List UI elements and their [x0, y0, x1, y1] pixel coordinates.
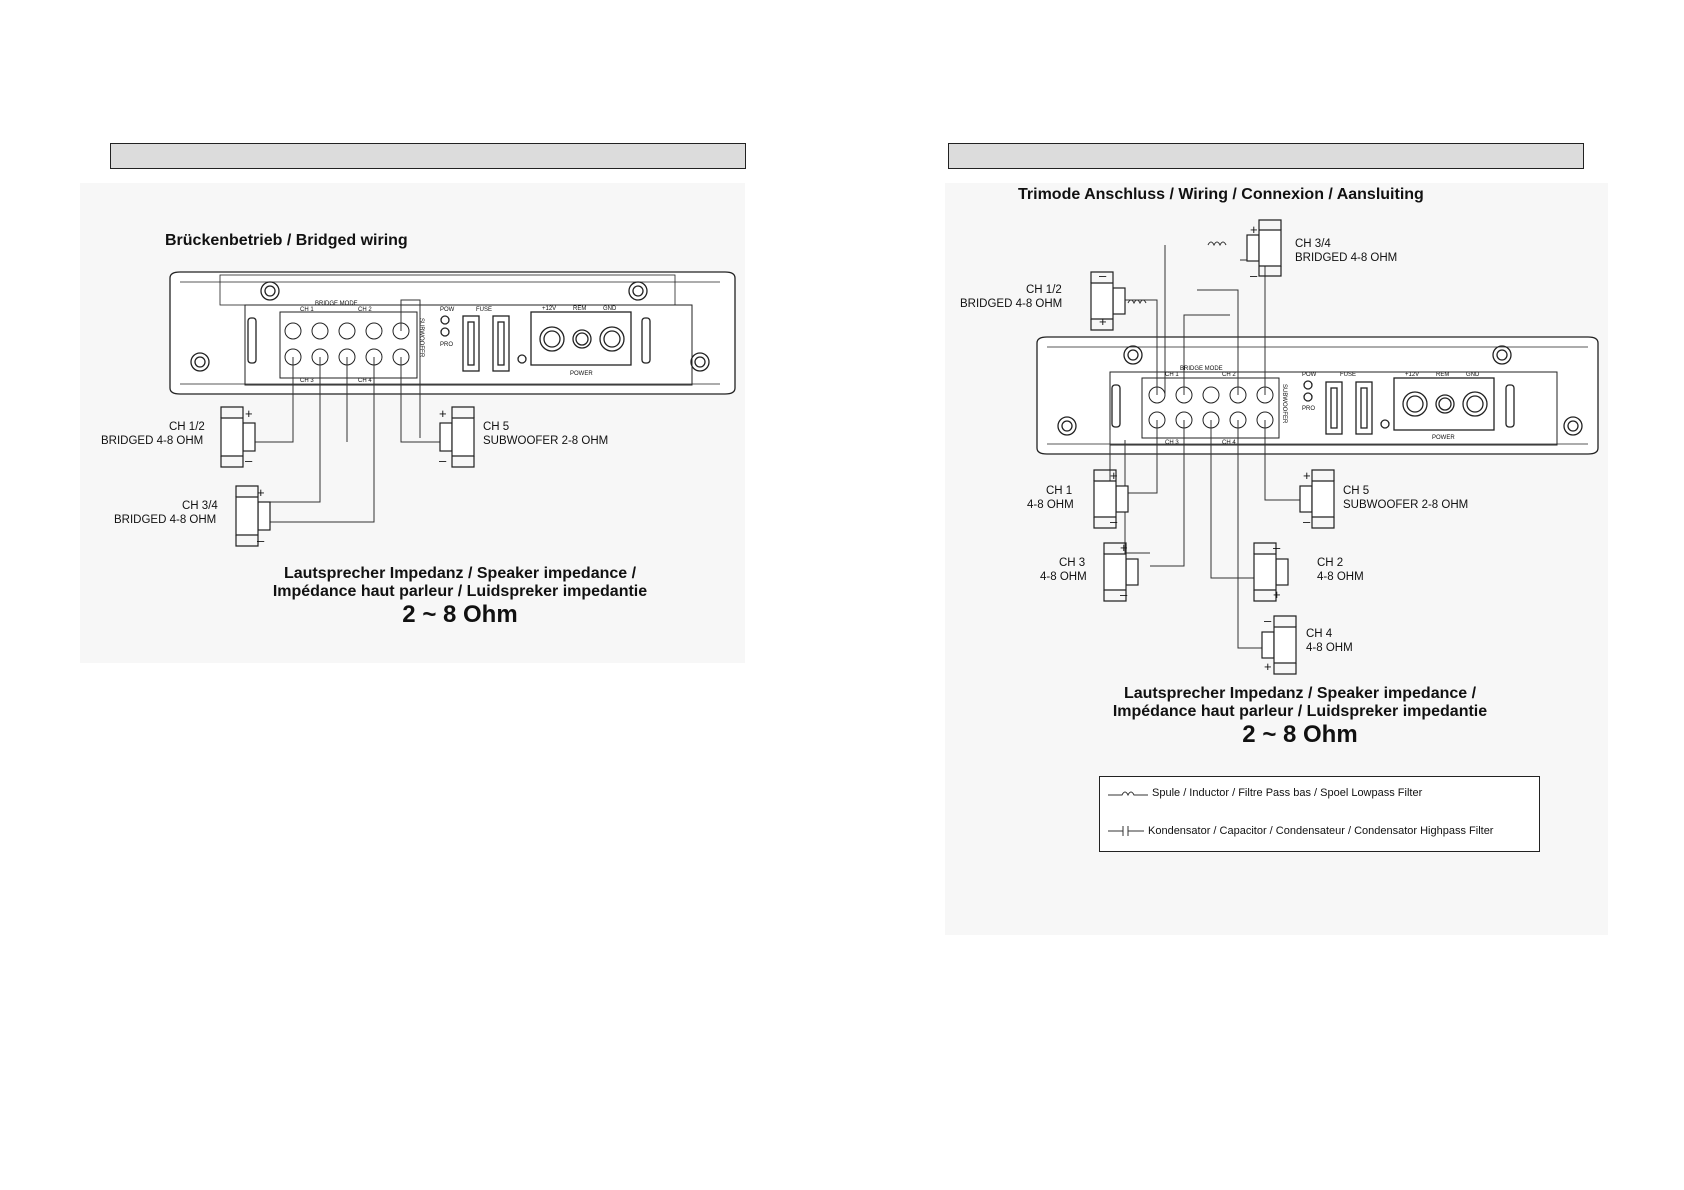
r-ch34-minus: – — [1250, 268, 1258, 283]
r-ch34-name: CH 3/4 — [1295, 238, 1331, 250]
fuse-label: FUSE — [476, 307, 493, 313]
ch4-terminal-label-right: CH 4 — [1222, 440, 1236, 446]
power-label-right: POWER — [1432, 435, 1455, 441]
ch12-minus: – — [245, 453, 253, 468]
r-ch12-minus: – — [1099, 268, 1107, 283]
amplifier-right — [1037, 337, 1598, 454]
r-ch3-desc: 4-8 OHM — [1040, 571, 1087, 583]
r-ch34-desc: BRIDGED 4-8 OHM — [1295, 252, 1398, 264]
ch5-plus: + — [439, 406, 447, 421]
right-impedance-line2: Impédance haut parleur / Luidspreker impedantie — [1112, 703, 1488, 720]
ch34-desc: BRIDGED 4-8 OHM — [114, 514, 217, 526]
ch3-terminal-label-right: CH 3 — [1165, 440, 1179, 446]
r-ch5-plus: + — [1303, 468, 1311, 483]
bridge-mode-label: BRIDGE MODE — [315, 301, 358, 307]
left-impedance-line1: Lautsprecher Impedanz / Speaker impedance / — [283, 565, 637, 582]
r-ch4-name: CH 4 — [1306, 628, 1333, 640]
trimode-wiring-diagram — [842, 0, 1684, 1190]
ch5-minus: – — [439, 453, 447, 468]
r-ch3-plus: + — [1120, 540, 1128, 555]
ch2-terminal-label-right: CH 2 — [1222, 372, 1236, 378]
v12-label: +12V — [542, 306, 557, 312]
legend-capacitor-text: Kondensator / Capacitor / Condensateur / Condensator Highpass Filter — [1148, 825, 1494, 837]
ch5-name: CH 5 — [483, 421, 510, 433]
pro-led-label-right: PRO — [1302, 406, 1316, 412]
r-ch2-name: CH 2 — [1317, 557, 1344, 569]
r-ch12-desc: BRIDGED 4-8 OHM — [960, 298, 1063, 310]
legend-capacitor-row — [1108, 825, 1493, 837]
capacitor-icon — [1108, 825, 1144, 837]
left-impedance-value: 2 ~ 8 Ohm — [402, 601, 518, 628]
pow-led-label: POW — [440, 307, 455, 313]
ch12-desc: BRIDGED 4-8 OHM — [101, 435, 204, 447]
fuse-label-right: FUSE — [1340, 372, 1357, 378]
r-ch1-desc: 4-8 OHM — [1027, 499, 1074, 511]
left-impedance-line2: Impédance haut parleur / Luidspreker impedantie — [272, 583, 648, 600]
left-title: Brückenbetrieb / Bridged wiring — [165, 232, 408, 249]
ch4-terminal-label: CH 4 — [358, 378, 372, 384]
right-impedance-line1: Lautsprecher Impedanz / Speaker impedance / — [1123, 685, 1477, 702]
ch3-terminal-label: CH 3 — [300, 378, 314, 384]
inductor-icon — [1108, 788, 1148, 798]
legend-inductor-row — [1108, 787, 1422, 799]
gnd-label-right: GND — [1466, 372, 1480, 378]
rem-label-right: REM — [1436, 372, 1450, 378]
speaker-ch2-right — [1254, 543, 1288, 601]
r-ch1-minus: – — [1110, 514, 1118, 529]
v12-label-right: +12V — [1405, 372, 1420, 378]
rem-label: REM — [573, 306, 587, 312]
amplifier-left — [170, 272, 735, 394]
speaker-ch12-right — [1091, 272, 1125, 330]
r-ch4-minus: – — [1264, 613, 1272, 628]
ch34-plus: + — [257, 485, 265, 500]
r-ch3-minus: – — [1120, 587, 1128, 602]
speaker-ch34-left — [236, 486, 270, 546]
r-ch34-plus: + — [1250, 222, 1258, 237]
r-ch12-plus: + — [1099, 314, 1107, 329]
r-ch4-plus: + — [1264, 659, 1272, 674]
inductor-symbols — [1128, 242, 1226, 303]
right-title: Trimode Anschluss / Wiring / Connexion / Aansluiting — [1018, 186, 1424, 203]
legend-inductor-text: Spule / Inductor / Filtre Pass bas / Spoel Lowpass Filter — [1152, 787, 1423, 799]
ch12-name: CH 1/2 — [169, 421, 205, 433]
r-ch2-minus: – — [1273, 540, 1281, 555]
r-ch12-name: CH 1/2 — [1026, 284, 1062, 296]
r-ch4-desc: 4-8 OHM — [1306, 642, 1353, 654]
ch1-terminal-label: CH 1 — [300, 307, 314, 313]
subwoofer-terminal-label-right: SUBWOOFER — [1281, 384, 1287, 424]
r-ch1-name: CH 1 — [1046, 485, 1073, 497]
ch34-name: CH 3/4 — [182, 500, 218, 512]
legend-box — [1099, 776, 1540, 852]
r-ch1-plus: + — [1110, 468, 1118, 483]
power-label: POWER — [570, 371, 593, 377]
r-ch5-desc: SUBWOOFER 2-8 OHM — [1343, 499, 1469, 511]
subwoofer-terminal-label: SUBWOOFER — [418, 318, 424, 358]
right-impedance-value: 2 ~ 8 Ohm — [1242, 721, 1358, 748]
r-ch5-name: CH 5 — [1343, 485, 1370, 497]
ch5-desc: SUBWOOFER 2-8 OHM — [483, 435, 609, 447]
ch12-plus: + — [245, 406, 253, 421]
r-ch5-minus: – — [1303, 514, 1311, 529]
bridge-mode-label-right: BRIDGE MODE — [1180, 366, 1223, 372]
pow-led-label-right: POW — [1302, 372, 1317, 378]
r-ch3-name: CH 3 — [1059, 557, 1086, 569]
r-ch2-plus: + — [1273, 587, 1281, 602]
ch2-terminal-label: CH 2 — [358, 307, 372, 313]
ch34-minus: – — [257, 533, 265, 548]
gnd-label: GND — [603, 306, 617, 312]
ch1-terminal-label-right: CH 1 — [1165, 372, 1179, 378]
r-ch2-desc: 4-8 OHM — [1317, 571, 1364, 583]
pro-led-label: PRO — [440, 342, 454, 348]
